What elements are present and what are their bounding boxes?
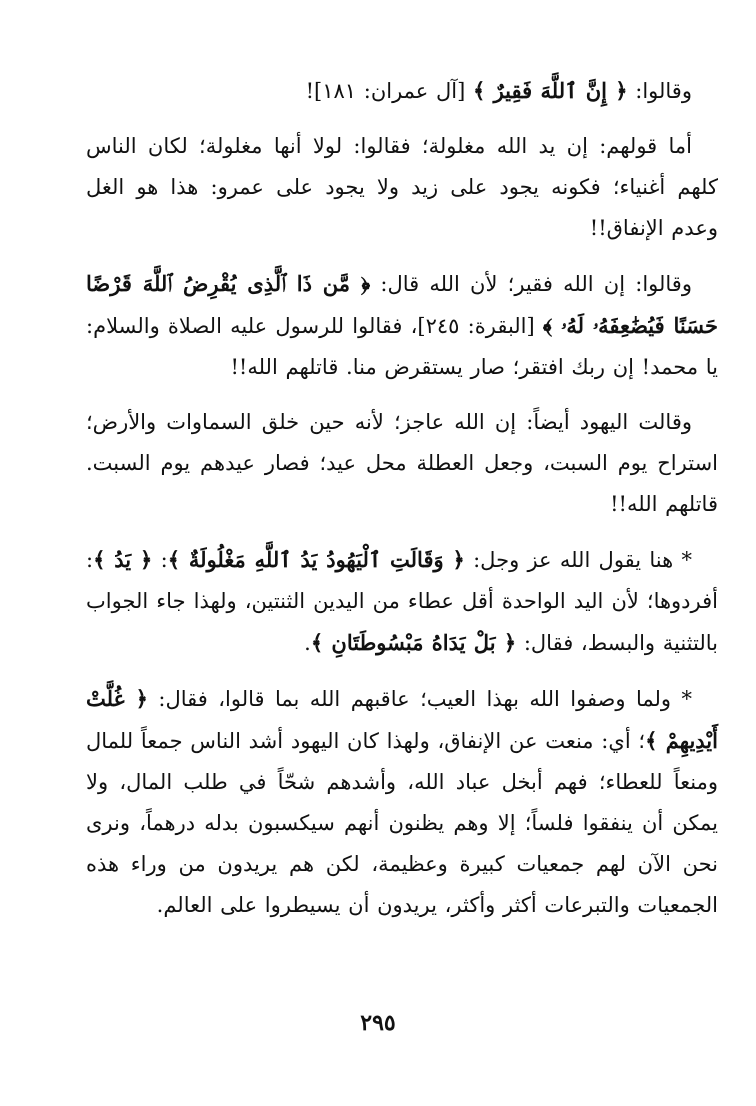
page-body	[86, 70, 718, 940]
text-segment: * ولما وصفوا الله بهذا العيب؛ عاقبهم الله بما قالوا، فقال:	[147, 687, 693, 711]
text-segment: : أفردوها؛ لأن اليد الواحدة أقل عطاء من اليدين الثنتين، ولهذا جاء الجواب بالتثنية والبسط، فقال:	[86, 548, 718, 655]
text-segment: وقالت اليهود أيضاً: إن الله عاجز؛ لأنه حين خلق السماوات والأرض؛ استراح يوم السبت، وجعل العطلة محل عيد؛ فصار عيدهم يوم السبت. قاتلهم الله!!	[86, 410, 718, 516]
quran-verse: ﴿ وَقَالَتِ ٱلْيَهُودُ يَدُ ٱللَّهِ مَغْلُولَةٌ ﴾	[167, 547, 465, 572]
paragraph-3	[86, 263, 718, 388]
text-segment: [البقرة: ٢٤٥]، فقالوا للرسول عليه الصلاة والسلام: يا محمد! إن ربك افتقر؛ صار يستقرض منا. قاتلهم الله!!	[86, 314, 718, 379]
text-segment: * هنا يقول الله عز وجل:	[464, 548, 692, 572]
quran-verse: ﴿ مَّن ذَا ٱلَّذِى يُقْرِضُ ٱللَّهَ قَرْضًا حَسَنًا فَيُضَٰعِفَهُۥ لَهُۥ ﴾	[86, 271, 718, 338]
paragraph-4	[86, 402, 718, 525]
text-segment: :	[152, 548, 168, 572]
quran-verse: ﴿ بَلْ يَدَاهُ مَبْسُوطَتَانِ ﴾	[310, 630, 517, 655]
paragraph-5	[86, 539, 718, 664]
text-segment: .	[304, 631, 311, 655]
text-segment: وقالوا:	[627, 79, 692, 103]
text-segment: أما قولهم: إن يد الله مغلولة؛ فقالوا: لولا أنها مغلولة؛ لكان الناس كلهم أغنياء؛ فكونه يجود على زيد ولا يجود على عمرو: هذا هو الغل وعدم الإنفاق!!	[86, 134, 718, 240]
paragraph-1	[86, 70, 718, 112]
paragraph-6	[86, 678, 718, 926]
quran-verse: ﴿ يَدُ ﴾	[93, 547, 153, 572]
text-segment: ؛ أي: منعت عن الإنفاق، ولهذا كان اليهود أشد الناس جمعاً للمال ومنعاً للعطاء؛ فهم أبخل عباد الله، وأشدهم شحّاً في طلب المال، ولا يمكن أن ينفقوا فلساً؛ إلا وهم يظنون أنهم سيكسبون بدله درهماً، ونرى نحن الآن لهم جمعيات كبيرة وعظيمة، لكن هم يريدون من وراء هذه الجمعيات والتبرعات أكثر وأكثر، يريدون أن يسيطروا على العالم.	[86, 729, 718, 917]
page-number: ٢٩٥	[360, 1010, 396, 1036]
paragraph-2	[86, 126, 718, 249]
text-segment: وقالوا: إن الله فقير؛ لأن الله قال:	[370, 272, 692, 296]
quran-verse: ﴿ غُلَّتْ أَيْدِيهِمْ ﴾	[86, 686, 718, 753]
quran-verse: ﴿ إِنَّ ٱللَّهَ فَقِيرٌ ﴾	[472, 78, 628, 103]
text-segment: [آل عمران: ١٨١]!	[305, 79, 473, 103]
